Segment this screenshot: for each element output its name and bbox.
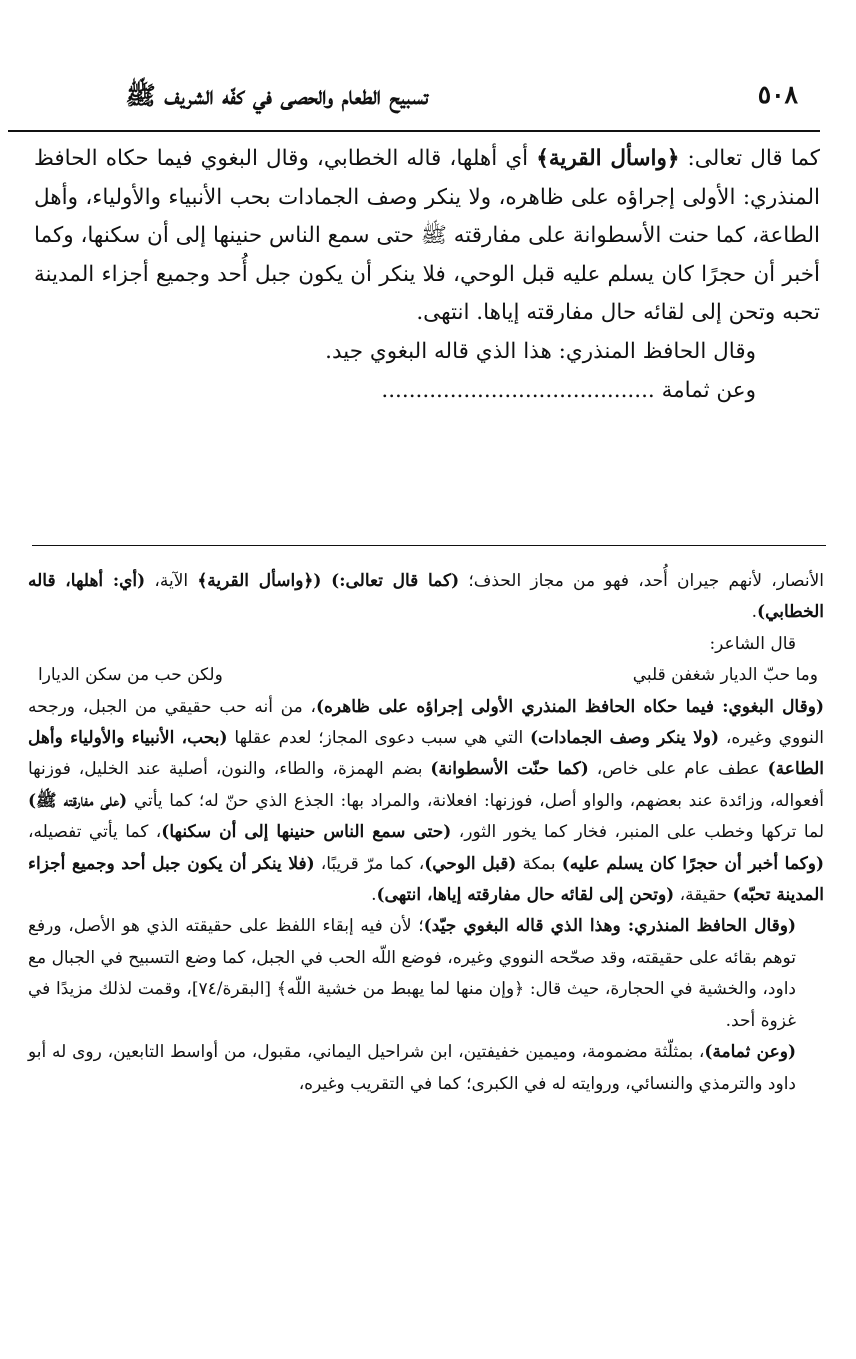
quoted-matn: (وعن ثمامة) (704, 1042, 797, 1063)
text-run: الأنصار، لأنهم جيران أُحد، فهو من مجاز الحذف؛ (459, 571, 824, 591)
text-run: ، كما يأتي تفصيله، (28, 822, 162, 843)
quoted-matn: (أي: أهلها، قاله الخطابي) (28, 571, 824, 623)
running-title: تسبيح الطعام والحصى في كفّه الشريف ﷺ (125, 81, 428, 110)
page-number: ٥٠٨ (757, 80, 798, 109)
text-run: ، كما مرّ قريبًا، (314, 853, 425, 874)
quoted-matn: (وقال الحافظ المنذري: وهذا الذي قاله البغوي جيّد) (423, 916, 797, 937)
text-run: عطف عام على خاص، (588, 759, 768, 780)
commentary-text (28, 566, 824, 1100)
commentary-paragraph (28, 692, 824, 912)
text-run: التي هي سبب دعوى المجاز؛ لعدم عقلها (227, 728, 531, 749)
quoted-matn: (حتى سمع الناس حنينها إلى أن سكنها) (161, 822, 452, 843)
text-run: الآية، (145, 571, 198, 591)
text-run: . (751, 602, 758, 623)
text-run: ، من أنه حب حقيقي من الجبل، ورجحه النووي وغيره، (28, 696, 825, 749)
poet-label: قال الشاعر: (709, 633, 796, 654)
verse-hemistich-right: وما حبّ الديار شغفن قلبي (632, 665, 818, 686)
text-run: حقيقة، (674, 885, 733, 906)
text-run: . (371, 885, 377, 906)
commentary-paragraph (28, 911, 796, 1037)
quoted-matn: (وتحن إلى لقائه حال مفارقته إياها، انتهى) (376, 885, 675, 906)
text-run: بمكة (516, 853, 562, 874)
quran-quote: ﴿واسأل القرية﴾ (536, 146, 680, 171)
quoted-matn: (قبل الوحي) (424, 853, 517, 874)
quoted-matn: (على مفارقته ﷺ) (28, 790, 128, 811)
text-run: ، بمثلّثة مضمومة، وميمين خفيفتين، ابن شراحيل اليماني، مقبول، من أواسط التابعين، روى له أبو داود والترمذي والنسائي، وروايته له في الكبرى؛ كما في التقريب وغيره، (28, 1042, 796, 1094)
page-header (8, 72, 820, 132)
commentary-paragraph (28, 1037, 796, 1100)
verse-hemistich-left: ولكن حب من سكن الديارا (38, 665, 223, 686)
main-text (34, 140, 820, 410)
quoted-matn: (كما حنّت الأسطوانة) (430, 759, 589, 780)
text-run: أي أهلها، قاله الخطابي، وقال البغوي فيما حكاه الحافظ المنذري: الأولى إجراؤه على ظاهره، ولا ينكر وصف الجمادات بحب الأنبياء والأولياء، وأهل الطاعة، كما حنت الأسطوانة على مفارقته ﷺ حتى سمع الناس حنينها إلى أن سكنها، وكما أخبر أن حجرًا كان يسلم عليه قبل الوحي، فلا ينكر أن يكون جبل أُحد وجميع أجزاء المدينة تحبه وتحن إلى لقائه حال مفارقته إياها. انتهى. (34, 146, 820, 326)
main-paragraph: وعن ثمامة ........................................ (381, 377, 756, 403)
poem-verse (28, 660, 824, 691)
quoted-matn: (كما قال تعالى:) (﴿واسأل القرية﴾ (197, 571, 460, 591)
text-run: بضم الهمزة، والطاء، والنون، أصلية عند الخليل، فوزنها أفعواله، وزائدة عند بعضهم، والواو أصل، فوزنها: افعلانة، والمراد بها: الجذع الذي حنّ له؛ كما يأتي (28, 759, 825, 811)
quoted-matn: (فلا ينكر أن يكون جبل أحد وجميع أجزاء المدينة تحبّه) (28, 853, 824, 906)
text-run: لما تركها وخطب على المنبر، فخار كما يخور الثور، (451, 822, 825, 843)
main-paragraph (34, 140, 820, 333)
main-paragraph: وقال الحافظ المنذري: هذا الذي قاله البغوي جيد. (325, 338, 756, 364)
text-run: ؛ لأن فيه إبقاء اللفظ على حقيقته الذي هو الأصل، ورفع توهم بقائه على حقيقته، وقد صحّحه النووي وغيره، فوضع اللّه الحب في الجبل، كما وضع التسبيح في الجبال مع داود، والخشية في الحجارة، حيث قال: ﴿وإن منها لما يهبط من خشية اللّه﴾ [البقرة/٧٤]، وقمت لذلك مزيدًا في غزوة أحد. (28, 916, 796, 1031)
quoted-matn: (ولا ينكر وصف الجمادات) (530, 728, 720, 749)
quoted-matn: (وقال البغوي: فيما حكاه الحافظ المنذري الأولى إجراؤه على ظاهره) (315, 696, 824, 717)
quoted-matn: (بحب، الأنبياء والأولياء وأهل الطاعة) (28, 728, 824, 780)
footnote-divider (32, 545, 826, 546)
text-run: كما قال تعالى: (679, 146, 820, 171)
quoted-matn: (وكما أخبر أن حجرًا كان يسلم عليه) (561, 853, 825, 874)
commentary-paragraph (28, 566, 824, 629)
